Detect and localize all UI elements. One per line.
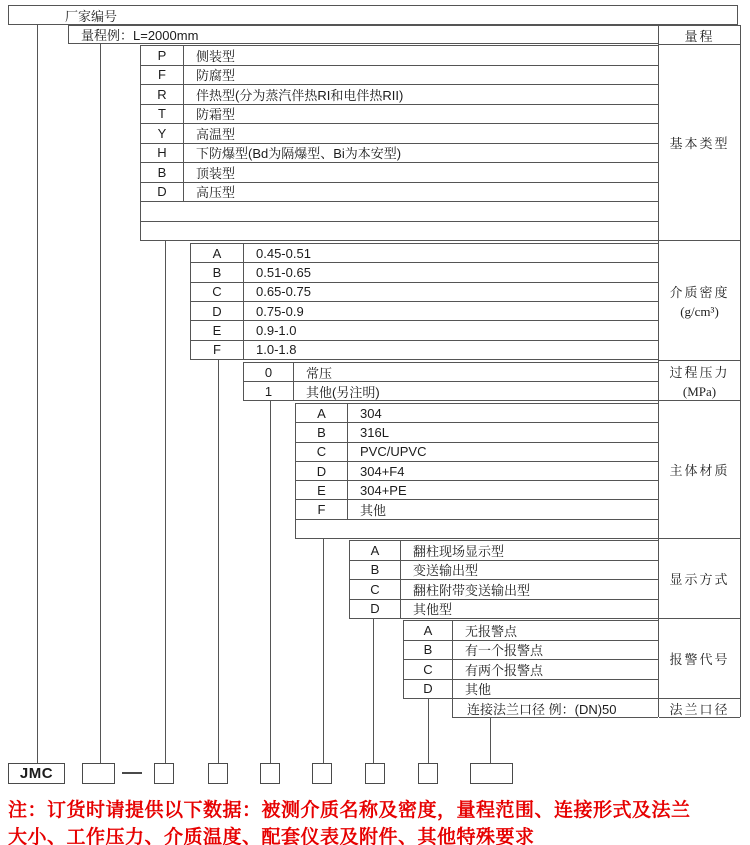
ordering-note [8,797,744,845]
desc-cell: 304+PE [360,482,407,498]
table-row [141,144,658,164]
label-text: 显示方式 [669,572,730,587]
connector-line-material [323,538,324,763]
code-cell: D [141,183,184,202]
code-cell: D [350,600,401,619]
desc-cell: PVC/UPVC [360,444,427,460]
desc-cell: 防腐型 [196,68,236,84]
table-row [191,341,658,360]
model-prefix-box [8,763,65,784]
code-cell: C [350,580,401,599]
table-row [453,699,658,718]
code-cell: A [404,621,453,640]
desc-cell: 顶装型 [196,165,236,181]
code-cell: F [141,66,184,85]
desc-cell: 304+F4 [360,463,405,479]
model-code-box-display [365,763,385,784]
table-row [141,105,658,125]
connector-line-flange [490,717,491,763]
code-cell: F [191,341,244,359]
table-row [191,283,658,302]
model-code-box-material [312,763,332,784]
desc-cell: 其他型 [413,602,453,618]
table-row [296,404,658,423]
desc-cell: 1.0-1.8 [256,342,297,358]
code-cell: T [141,105,184,124]
code-cell: E [296,481,348,499]
table-row [404,660,658,680]
table-row [191,302,658,321]
connector-line-range [100,44,101,763]
desc-cell: 高压型 [196,185,236,201]
desc-cell: 变送输出型 [413,563,479,579]
code-cell: 1 [244,382,294,400]
code-cell: F [296,500,348,518]
code-cell: 0 [244,363,294,381]
desc-cell: 0.45-0.51 [256,245,311,261]
manufacturer-number-row [8,5,738,25]
label-alarm-code [659,619,740,699]
desc-cell: 连接法兰口径 例：(DN)50 [467,701,617,717]
table-row [350,561,658,581]
basic-type-block [140,45,658,241]
process-pressure-block [243,362,658,401]
table-row [296,481,658,500]
ordering-note-line2: 大小、工作压力、介质温度、配套仪表及附件、其他特殊要求 [8,827,535,845]
table-row [350,600,658,620]
model-code-box-density [208,763,228,784]
connector-line-alarm [428,698,429,763]
code-cell: B [404,641,453,660]
code-cell: A [296,404,348,422]
code-cell: C [296,443,348,461]
label-process-pressure [659,361,740,401]
table-row [191,263,658,282]
code-cell: B [141,163,184,182]
code-cell: C [191,283,244,301]
label-text: 介质密度 [669,284,730,300]
medium-density-block [190,243,658,360]
model-code-box-alarm [418,763,438,784]
flange-size-block [452,698,658,718]
table-row [296,462,658,481]
label-text: 量程 [684,28,715,44]
desc-cell: 翻柱现场显示型 [413,543,505,559]
desc-cell: 侧装型 [196,48,236,64]
body-material-block [295,403,658,539]
desc-cell: 其他 [360,503,387,519]
category-label-column [658,25,741,717]
label-text: 法兰口径 [669,701,730,717]
desc-cell: 其他 [465,682,492,698]
connector-line-display [373,618,374,763]
label-unit: (g/cm³) [680,303,719,319]
code-cell: E [191,321,244,339]
table-row [141,222,658,242]
model-code-box-flange [470,763,513,784]
desc-cell: 0.75-0.9 [256,303,304,319]
table-row [296,520,658,539]
table-row [404,641,658,661]
table-row [404,680,658,700]
model-code-box-range [82,763,115,784]
code-cell: B [350,561,401,580]
code-cell: A [191,244,244,262]
desc-cell: 翻柱附带变送输出型 [413,582,531,598]
table-row [141,85,658,105]
table-row [296,443,658,462]
desc-cell: 0.51-0.65 [256,264,311,280]
code-cell: H [141,144,184,163]
label-text: 基本类型 [669,136,730,151]
desc-cell: 有一个报警点 [465,643,544,659]
label-basic-type [659,45,740,241]
code-cell: D [404,680,453,699]
label-medium-density [659,241,740,361]
code-cell: C [404,660,453,679]
model-code-box-pressure [260,763,280,784]
table-row [244,382,658,401]
desc-cell: 无报警点 [465,623,518,639]
table-row [191,244,658,263]
code-cell: D [296,462,348,480]
desc-cell: 伴热型(分为蒸汽伴热RI和电伴热RII) [196,87,404,103]
desc-cell: 常压 [306,365,333,381]
model-code-dash [122,772,142,774]
table-row [296,500,658,519]
label-unit: (MPa) [682,383,717,399]
code-cell: A [350,541,401,560]
display-mode-block [349,540,658,619]
alarm-code-block [403,620,658,699]
code-cell: D [191,302,244,320]
table-row [350,541,658,561]
connector-line-manufacturer [37,25,38,763]
ordering-note-line1: 注：订货时请提供以下数据：被测介质名称及密度，量程范围、连接形式及法兰 [8,800,691,821]
connector-line-density [218,359,219,763]
desc-cell: 下防爆型(Bd为隔爆型、Bi为本安型) [196,146,402,162]
manufacturer-number-label: 厂家编号 [65,8,118,24]
desc-cell: 有两个报警点 [465,662,544,678]
table-row [350,580,658,600]
range-example-label: 量程例：L=2000mm [81,28,199,43]
connector-line-basic-type [165,240,166,763]
table-row [141,163,658,183]
code-cell: B [191,263,244,281]
desc-cell: 其他(另注明) [306,384,380,400]
model-prefix-text: JMC [19,765,54,782]
model-code-box-basic-type [154,763,174,784]
table-row [141,46,658,66]
label-range [659,26,740,45]
desc-cell: 316L [360,424,389,440]
table-row [141,66,658,86]
desc-cell: 304 [360,405,382,421]
label-text: 过程压力 [669,364,730,380]
code-cell: P [141,46,184,65]
table-row [141,183,658,203]
desc-cell: 0.65-0.75 [256,284,311,300]
code-cell: B [296,423,348,441]
table-row [296,423,658,442]
table-row [141,202,658,222]
code-cell: Y [141,124,184,143]
desc-cell: 0.9-1.0 [256,322,297,338]
label-text: 报警代号 [669,652,730,667]
table-row [244,363,658,382]
range-example-row [68,25,658,44]
label-flange-size [659,699,740,718]
table-row [191,321,658,340]
connector-line-pressure [270,400,271,763]
desc-cell: 防霜型 [196,107,236,123]
label-body-material [659,401,740,539]
table-row [404,621,658,641]
label-text: 主体材质 [669,463,730,478]
table-row [141,124,658,144]
desc-cell: 高温型 [196,126,236,142]
code-cell: R [141,85,184,104]
label-display-mode [659,539,740,619]
